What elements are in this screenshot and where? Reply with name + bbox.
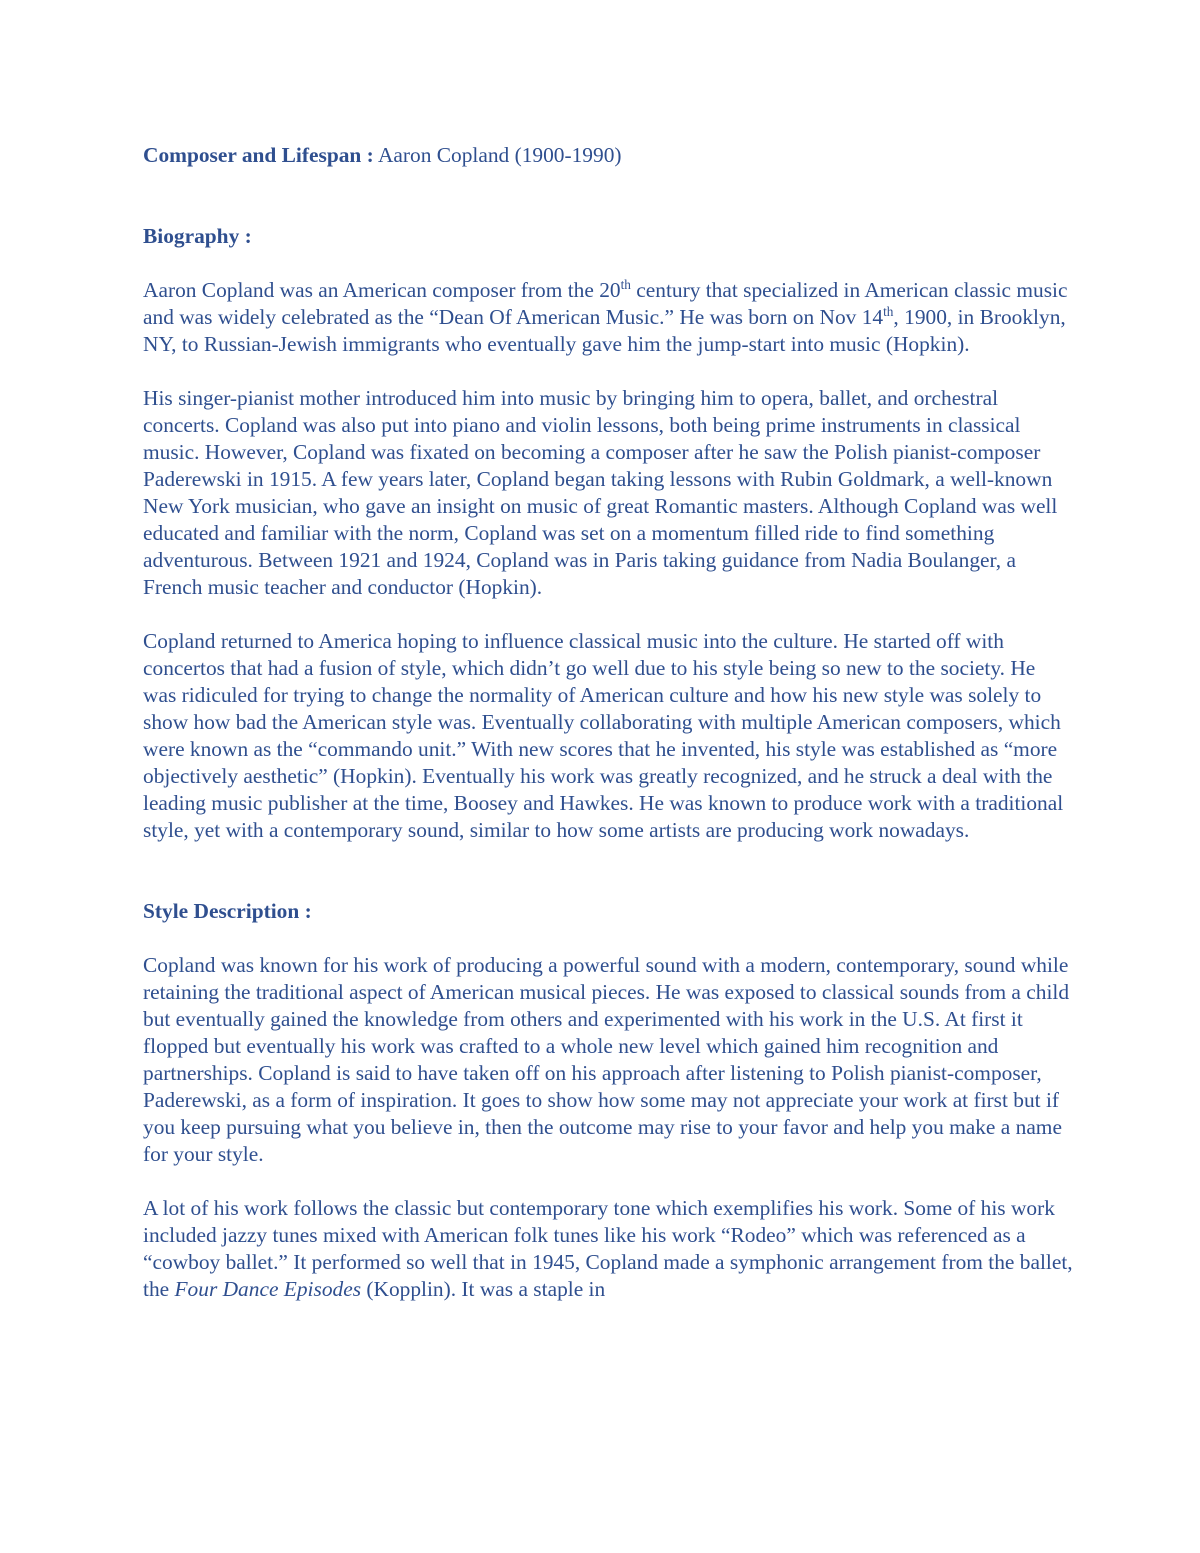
style-p2-text-a: A lot of his work follows the classic but contemporary tone which exemplifies his work. Some of his work included jazzy tunes mixed with American folk tunes like his work “Rodeo” which was referenced as a “cowboy ballet.” It performed so well that in 1945, Copland made a symphonic arrangement from the ballet, the [143,1196,1073,1301]
composer-line [143,142,1073,169]
document-body [143,142,1073,1303]
composer-value: Aaron Copland (1900-1990) [373,143,622,167]
biography-p1-text-b: century that specialized in American classic music and was widely celebrated as the “Dean Of American Music.” He was born on Nov 14 [143,278,1068,329]
style-heading [143,898,1073,925]
superscript-th: th [620,277,631,293]
biography-p1-text-c: , 1900, in Brooklyn, NY, to Russian-Jewish immigrants who eventually gave him the jump-start into music (Hopkin). [143,305,1066,356]
superscript-th: th [883,304,894,320]
style-paragraph-1: Copland was known for his work of producing a powerful sound with a modern, contemporary, sound while retaining the traditional aspect of American musical pieces. He was exposed to classical sounds from a child but eventually gained the knowledge from others and experimented with his work in the U.S. At first it flopped but eventually his work was crafted to a whole new level which gained him recognition and partnerships. Copland is said to have taken off on his approach after listening to Polish pianist-composer, Paderewski, as a form of inspiration. It goes to show how some may not appreciate your work at first but if you keep pursuing what you believe in, then the outcome may rise to your favor and help you make a name for your style. [143,953,1070,1166]
biography-paragraph-1 [143,277,1073,358]
work-title-italic: Four Dance Episodes [174,1277,362,1301]
biography-heading-text: Biography : [143,224,252,248]
biography-p1-text-a: Aaron Copland was an American composer from the 20 [143,278,621,302]
biography-paragraph-2: His singer-pianist mother introduced him into music by bringing him to opera, ballet, and orchestral concerts. Copland was also put into piano and violin lessons, both being prime instruments in classical music. However, Copland was fixated on becoming a composer after he saw the Polish pianist-composer Paderewski in 1915. A few years later, Copland began taking lessons with Rubin Goldmark, a well-known New York musician, who gave an insight on music of great Romantic masters. Although Copland was well educated and familiar with the norm, Copland was set on a momentum filled ride to find something adventurous. Between 1921 and 1924, Copland was in Paris taking guidance from Nadia Boulanger, a French music teacher and conductor (Hopkin). [143,386,1058,599]
style-p2-text-b: (Kopplin). It was a staple in [361,1277,606,1301]
composer-label: Composer and Lifespan : [143,143,374,167]
style-heading-text: Style Description : [143,899,312,923]
biography-heading [143,223,1073,250]
biography-paragraph-3: Copland returned to America hoping to influence classical music into the culture. He started off with concertos that had a fusion of style, which didn’t go well due to his style being so new to the society. He was ridiculed for trying to change the normality of American culture and how his new style was solely to show how bad the American style was. Eventually collaborating with multiple American composers, which were known as the “commando unit.” With new scores that he invented, his style was established as “more objectively aesthetic” (Hopkin). Eventually his work was greatly recognized, and he struck a deal with the leading music publisher at the time, Boosey and Hawkes. He was known to produce work with a traditional style, yet with a contemporary sound, similar to how some artists are producing work nowadays. [143,629,1064,842]
style-paragraph-2 [143,1195,1073,1303]
